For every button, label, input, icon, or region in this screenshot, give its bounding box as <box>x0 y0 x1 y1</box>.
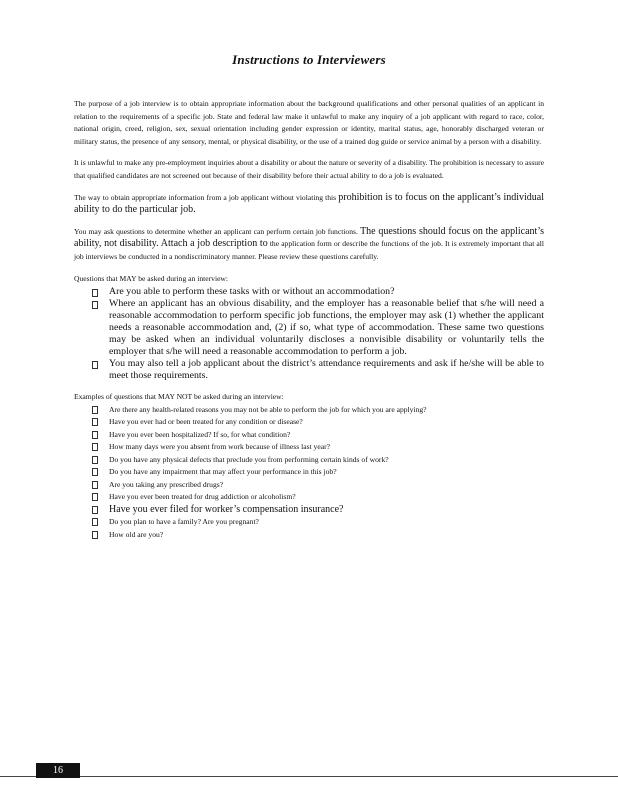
may-ask-heading: Questions that MAY be asked during an interview: <box>74 273 229 283</box>
may-ask-list <box>74 286 544 382</box>
list-item <box>92 529 544 542</box>
list-item <box>92 404 544 417</box>
bullet-box-icon <box>92 418 98 426</box>
list-item-text: You may also tell a job applicant about the district’s attendance requirements and ask if he/she will be able to meet those requirements. <box>109 357 544 381</box>
page-title: Instructions to Interviewers <box>232 52 386 67</box>
list-item-text: Do you have any impairment that may affect your performance in this job? <box>109 467 337 477</box>
list-item-text: How many days were you absent from work because of illness last year? <box>109 442 330 452</box>
list-item <box>92 454 544 467</box>
job-functions-paragraph <box>74 226 544 264</box>
bullet-box-icon <box>92 493 98 501</box>
appropriate-info-text: The way to obtain appropriate information from a job applicant without violating this <box>74 192 337 202</box>
list-item <box>92 491 544 504</box>
list-item <box>92 286 544 298</box>
bullet-box-icon <box>92 481 98 489</box>
list-item <box>92 466 544 479</box>
review-text: the application form or describe the functions of the job. It is extremely important that all job interviews be conducted in a nondiscriminatory manner. Please review these questions carefully. <box>74 239 545 261</box>
prohibition-text: prohibition is to focus on the applicant’s individual ability to do the particular job. <box>74 191 544 216</box>
appropriate-info-paragraph <box>74 192 544 217</box>
purpose-paragraph: The purpose of a job interview is to obtain appropriate information about the background qualifications and other personal qualities of an applicant in relation to the requirements of a specific job. State and federal law make it unlawful to make any inquiry of a job applicant with regard to race, color, national origin, creed, religion, sex, sexual orientation including gender expression or identity, marital status, age, honorably discharged veteran or military status, the presence of any sensory, mental, or physical disability, or the use of a trained dog guide or service animal by a person with a disability. <box>74 99 544 146</box>
bullet-box-icon <box>92 468 98 476</box>
list-item <box>92 298 544 358</box>
may-not-ask-heading: Examples of questions that MAY NOT be asked during an interview: <box>74 391 284 401</box>
bullet-box-icon <box>92 301 98 309</box>
bullet-box-icon <box>92 531 98 539</box>
list-item-text: Do you plan to have a family? Are you pregnant? <box>109 517 259 527</box>
list-item <box>92 504 544 517</box>
bullet-box-icon <box>92 289 98 297</box>
bullet-box-icon <box>92 506 98 514</box>
bullet-box-icon <box>92 518 98 526</box>
list-item-text: Do you have any physical defects that preclude you from performing certain kinds of work? <box>109 454 389 464</box>
list-item <box>92 429 544 442</box>
ability-text: The questions should focus on the applicant’s ability, not disability. Attach a job description to <box>74 225 544 250</box>
bullet-box-icon <box>92 361 98 369</box>
footer-divider <box>0 776 618 777</box>
list-item-text: Have you ever had or been treated for any condition or disease? <box>109 417 303 427</box>
list-item-text: Have you ever been treated for drug addiction or alcoholism? <box>109 492 296 502</box>
list-item <box>92 416 544 429</box>
bullet-box-icon <box>92 456 98 464</box>
may-not-ask-list <box>74 404 544 542</box>
list-item <box>92 479 544 492</box>
list-item-text: Where an applicant has an obvious disability, and the employer has a reasonable belief that s/he will need a reasonable accommodation to perform specific job functions, the employer may ask (1) whether the applicant needs a reasonable accommodation and, (2) if so, what type of accommodation. These same two questions may be asked when an individual voluntarily discloses a nonvisible disability or voluntarily tells the employer that s/he will need a reasonable accommodation to perform a job. <box>109 297 544 357</box>
list-item <box>92 358 544 382</box>
list-item-text: Have you ever filed for worker’s compensation insurance? <box>109 503 344 515</box>
list-item-text: Are you taking any prescribed drugs? <box>109 479 224 489</box>
bullet-box-icon <box>92 406 98 414</box>
list-item-text: How old are you? <box>109 529 164 539</box>
unlawful-paragraph: It is unlawful to make any pre-employment inquiries about a disability or about the nature or severity of a disability. The prohibition is necessary to assure that qualified candidates are not screened out because of their disability before their actual ability to do a job is evaluated. <box>74 158 544 180</box>
list-item-text: Have you ever been hospitalized? If so, for what condition? <box>109 429 291 439</box>
bullet-box-icon <box>92 443 98 451</box>
content-area <box>74 98 544 550</box>
bullet-box-icon <box>92 431 98 439</box>
list-item-text: Are you able to perform these tasks with or without an accommodation? <box>109 285 395 297</box>
list-item-text: Are there any health-related reasons you may not be able to perform the job for which you are applying? <box>109 404 427 414</box>
job-functions-text: You may ask questions to determine whether an applicant can perform certain job functions. <box>74 226 358 236</box>
list-item <box>92 441 544 454</box>
page-number: 16 <box>36 763 80 778</box>
list-item <box>92 516 544 529</box>
